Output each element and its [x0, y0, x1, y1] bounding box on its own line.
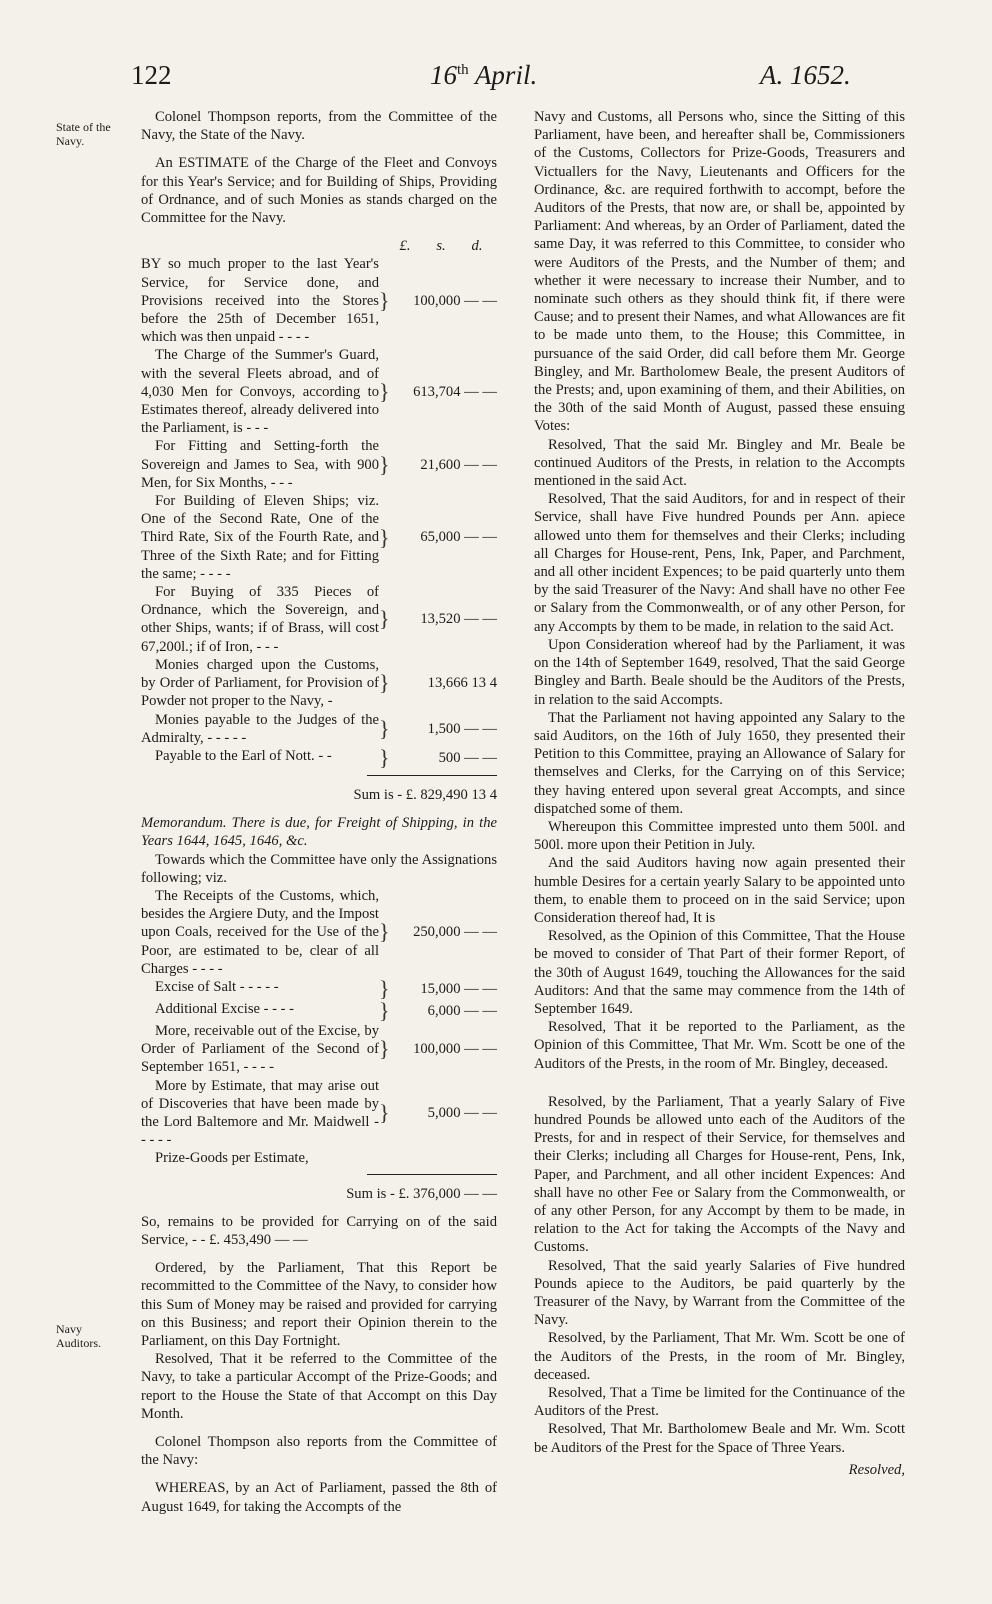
whereas-paragraph: WHEREAS, by an Act of Parliament, passed the 8th of August 1649, for taking the Accompts of the [141, 1480, 497, 1515]
estimate-item-text: Excise of Salt - - - - - [155, 978, 279, 995]
right-column [534, 108, 905, 1479]
paragraph: Resolved, That the said Mr. Bingley and Mr. Beale be continued Auditors of the Prests, in relation to the Accompts mentioned in the said Act. [534, 436, 905, 490]
estimate-item-amount: 100,000 — — [413, 292, 497, 309]
paragraph: And the said Auditors having now again presented their humble Desires for a certain yearly Salary to be appointed unto them, to enable them to proceed on in the said Service; upon Consideration thereof had, It is [534, 855, 905, 926]
estimate-item-amount: 13,520 — — [420, 611, 497, 628]
brace-glyph: } [379, 715, 390, 741]
right-paragraphs [534, 108, 905, 1073]
left-column [141, 108, 497, 1516]
brace-glyph: } [379, 524, 390, 550]
brace-glyph: } [379, 1036, 390, 1062]
ordered-paragraph: Ordered, by the Parliament, That this Report be recommitted to the Committee of the Navy, to consider how this Sum of Money may be raised and provided for carrying on this Business; and report their Opinion therein to the Parliament, on this Day Fortnight. [141, 1260, 497, 1349]
estimate-item [141, 711, 497, 747]
estimate-item [141, 255, 497, 346]
estimate-item-text: More, receivable out of the Excise, by Order of Parliament of the Second of September 1651, - - - - [141, 1022, 379, 1076]
estimate-item-amount: 5,000 — — [427, 1104, 497, 1121]
catchword: Resolved, [848, 1461, 905, 1478]
sum-rule [367, 775, 497, 776]
paragraph: Upon Consideration whereof had by the Parliament, it was on the 14th of September 1649, resolved, That the said George Bingley and Barth. Beale should be the Auditors of the Prests, in relation to the said Accompts. [534, 636, 905, 708]
estimate-item-amount: 250,000 — — [413, 924, 497, 941]
estimate-item-amount: 6,000 — — [427, 1002, 497, 1019]
page-date: 16th April. [430, 60, 538, 90]
paragraph: Resolved, That Mr. Bartholomew Beale and Mr. Wm. Scott be Auditors of the Prest for the Space of Three Years. [534, 1421, 905, 1456]
paragraph: Resolved, That it be reported to the Parliament, as the Opinion of this Committee, That Mr. Wm. Scott be one of the Auditors of the Prests, in the room of Mr. Bingley, deceased. [534, 1019, 905, 1072]
estimate-item-text: Prize-Goods per Estimate, [155, 1150, 309, 1167]
estimate-item [141, 1077, 497, 1150]
brace-glyph: } [379, 451, 390, 477]
intro-paragraph: Colonel Thompson reports, from the Committee of the Navy, the State of the Navy. [141, 109, 497, 144]
estimate-item [141, 656, 497, 711]
estimate-item-amount: 21,600 — — [420, 456, 497, 473]
remains-text: So, remains to be provided for Carrying on of the said Service, - - £. 453,490 — — [141, 1213, 497, 1248]
brace-glyph: } [379, 378, 390, 404]
paragraph: That the Parliament not having appointed any Salary to the said Auditors, on the 16th of July 1650, they presented their Petition to this Committee, praying an Allowance of Salary for themselves and Clerks, for the Carrying on of this Service; they having entered upon several great Accompts, and since dispatched some of them. [534, 709, 905, 817]
brace-glyph: } [379, 975, 390, 1001]
paragraph: Resolved, by the Parliament, That Mr. Wm. Scott be one of the Auditors of the Prests, in the room of Mr. Bingley, deceased. [534, 1330, 905, 1383]
estimate-item [141, 1022, 497, 1077]
sum-rule-2 [367, 1174, 497, 1175]
paragraph: Resolved, That the said yearly Salaries of Five hundred Pounds apiece to the Auditors, be paid quarterly by the Treasurer of the Navy, by Warrant from the Committee of the Navy. [534, 1257, 905, 1329]
estimate-item [141, 346, 497, 437]
brace-glyph: } [379, 744, 390, 770]
estimate-item-text: BY so much proper to the last Year's Service, for Service done, and Provisions received into the Stores before the 25th of December 1651, which was then unpaid - - - - [141, 256, 379, 346]
estimate-item-text: For Buying of 335 Pieces of Ordnance, which the Sovereign, and other Ships, wants; if of Brass, will cost 67,200l.; if of Iron, - - - [141, 584, 379, 655]
estimate-item [141, 492, 497, 583]
brace-glyph: } [379, 1099, 390, 1125]
estimate-item-text: Monies payable to the Judges of the Admiralty, - - - - - [141, 711, 379, 746]
estimate-item-amount: 15,000 — — [420, 980, 497, 997]
estimate-item-text: The Receipts of the Customs, which, besides the Argiere Duty, and the Impost upon Coals, received for the Use of the Poor, are estimated to be, clear of all Charges - - - - [141, 887, 379, 977]
estimate-item [141, 1149, 497, 1167]
estimate-item-text: The Charge of the Summer's Guard, with the several Fleets abroad, and of 4,030 Men for Convoys, according to Estimates thereof, already delivered into the Parliament, is - - - [141, 347, 379, 437]
estimate-item [141, 975, 497, 1001]
estimate-item [141, 887, 497, 978]
brace-glyph: } [379, 287, 390, 313]
estimate-item-text: For Fitting and Setting-forth the Sovereign and James to Sea, with 900 Men, for Six Months, - - - [141, 438, 379, 491]
estimate-item-text: Additional Excise - - - - [155, 1000, 295, 1017]
margin-note-state-of-navy: State of the Navy. [56, 120, 111, 148]
page-year: A. 1652. [760, 60, 851, 90]
estimate-items [141, 255, 497, 768]
page-number: 122 [131, 60, 172, 90]
estimate-item-amount: 500 — — [438, 749, 497, 766]
right-paragraphs-2 [534, 1093, 905, 1457]
estimate-item-text: Monies charged upon the Customs, by Order of Parliament, for Provision of Powder not proper to the Navy, - [141, 656, 379, 710]
estimate-item [141, 997, 497, 1023]
brace-glyph [379, 1149, 389, 1167]
estimate-item-amount: 13,666 13 4 [427, 675, 497, 692]
estimate-item-text: Payable to the Earl of Nott. - - [155, 747, 332, 764]
margin-note-navy-auditors: Navy Auditors. [56, 1322, 101, 1350]
estimate-item-amount: 1,500 — — [427, 720, 497, 737]
sum-total-1: Sum is - £. 829,490 13 4 [353, 786, 497, 803]
paragraph: Resolved, That the said Auditors, for and in respect of their Service, shall have Five hundred Pounds per Ann. apiece allowed unto them for themselves and their Clerks; including all Charges for House-rent, Pens, Ink, Paper, and Parchment, and all other incident Expences; to be paid quarterly unto them by the said Treasurer of the Navy: And shall have no other Fee or Salary from the Commonwealth, or of any other Person, for any Accompts by them to be made, in relation to the said Act. [534, 491, 905, 635]
estimate-item-text: More by Estimate, that may arise out of Discoveries that have been made by the Lord Baltemore and Mr. Maidwell - - - - - [141, 1077, 379, 1149]
paragraph: Navy and Customs, all Persons who, since the Sitting of this Parliament, have been, and hereafter shall be, Commissioners of the Customs, Collectors for Prize-Goods, Treasurers and Victuallers for the Navy, Lieutenants and Officers for the Ordinance, &c. are required forthwith to accompt, before the Auditors of the Prests, that now are, or shall be, appointed by Parliament: And whereas, by an Order of Parliament, dated the same Day, it was referred to this Committee, to consider who were Auditors of the Prests, and the Number of them; and whether it were necessary to increase their Number, and to nominate such others as they should think fit, if there were Cause; and to present their Names, and what Allowances are fit to be made unto them, to the House; this Committee, in pursuance of the said Order, did call before them Mr. George Bingley, and Mr. Bartholomew Beale, the present Auditors of the Prests; and, upon examining of them, and their Abilities, on the 30th of the said Month of August, passed these ensuing Votes: [534, 109, 905, 435]
estimate-item [141, 437, 497, 492]
memorandum: Memorandum. There is due, for Freight of Shipping, in the Years 1644, 1645, 1646, &c. [141, 815, 497, 850]
sum-total-2: Sum is - £. 376,000 — — [346, 1185, 497, 1202]
paragraph: Whereupon this Committee imprested unto them 500l. and 500l. more upon their Petition in July. [534, 818, 905, 854]
estimate-item-text: For Building of Eleven Ships; viz. One of the Second Rate, One of the Third Rate, Six of the Fourth Rate, and Three of the Sixth Rate; and for Fitting the same; - - - - [141, 493, 379, 582]
estimate-item-amount: 613,704 — — [413, 383, 497, 400]
estimate-title: An ESTIMATE of the Charge of the Fleet and Convoys for this Year's Service; and for Building of Ships, Providing of Ordnance, and of such Monies as stands charged on the Committee for the Navy. [141, 155, 497, 227]
brace-glyph: } [379, 670, 390, 696]
resolved-paragraph: Resolved, That it be referred to the Committee of the Navy, to take a particular Accompt of the Prize-Goods; and report to the House the State of that Accompt on this Day Month. [141, 1351, 497, 1422]
paragraph: Resolved, as the Opinion of this Committee, That the House be moved to consider of That Part of their former Report, of the 30th of August 1649, touching the Allowances for the said Auditors: And that the same may commence from the 14th of September 1649. [534, 928, 905, 1017]
paragraph: Resolved, by the Parliament, That a yearly Salary of Five hundred Pounds be allowed unto each of the Auditors of the Prests, for and in respect of their Service, for themselves and their Clerks; including all Charges for House-rent, Pens, Ink, Paper, and Parchment, and all other incident Expences: And shall have no other Fee or Salary from the Commonwealth, or of any other Person, for any Accompt by them to be made, in relation to the Act for taking the Accompts of the Navy and Customs. [534, 1093, 905, 1256]
assignation-items [141, 887, 497, 1168]
brace-glyph: } [379, 997, 390, 1023]
estimate-item-amount: 100,000 — — [413, 1041, 497, 1058]
lsd-header: £. s. d. [399, 238, 483, 255]
brace-glyph: } [379, 919, 390, 945]
estimate-item [141, 583, 497, 656]
auditors-intro: Colonel Thompson also reports from the Committee of the Navy: [141, 1434, 497, 1469]
estimate-item [141, 744, 497, 770]
estimate-item-amount: 65,000 — — [420, 529, 497, 546]
brace-glyph: } [379, 606, 390, 632]
towards-text: Towards which the Committee have only the Assignations following; viz. [141, 851, 497, 886]
paragraph: Resolved, That a Time be limited for the Continuance of the Auditors of the Prest. [534, 1385, 905, 1420]
estimate-item-amount [389, 1149, 497, 1167]
